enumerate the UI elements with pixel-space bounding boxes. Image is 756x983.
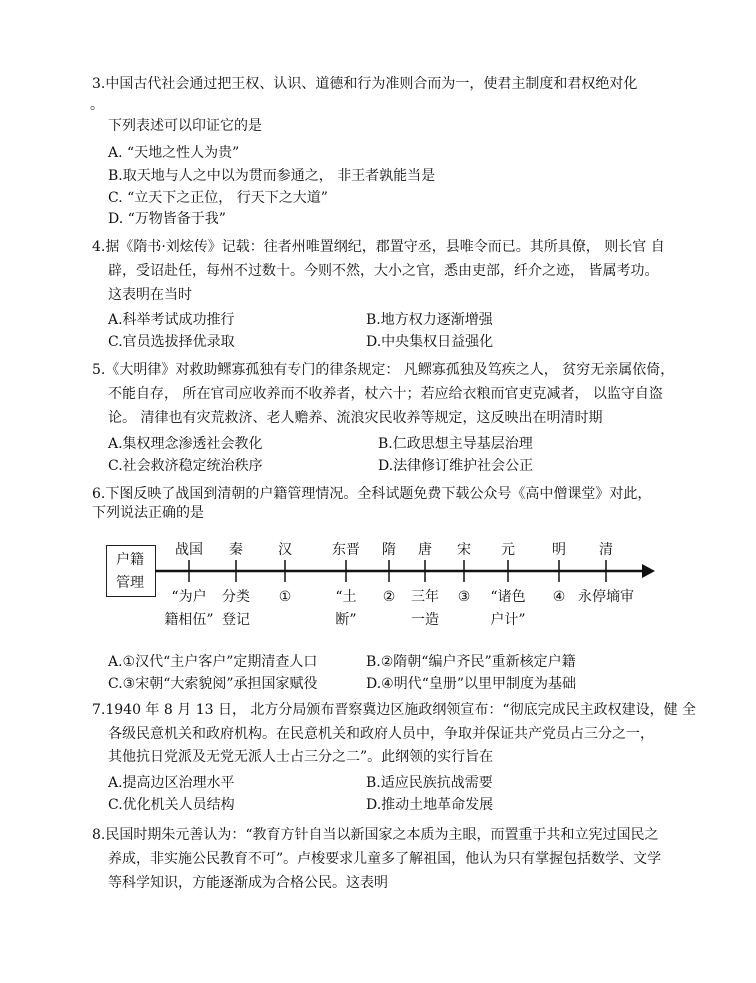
q4-option-a: A.科举考试成功推行 xyxy=(108,312,235,328)
q4-option-d: D.中央集权日益强化 xyxy=(366,334,494,350)
period-tang: 唐 xyxy=(418,542,432,558)
q8-line-1: 8.民国时期朱元善认为：“教育方针自当以新国家之本质为主眼，而置重于共和立宪过国民之 xyxy=(92,827,659,843)
q4-line-2: 辟，受诏赴任，每州不过数十。今则不然，大小之官，悉由吏部，纤介之迹， 皆属考功。 xyxy=(108,263,659,279)
q6-box-label-1: 户籍 xyxy=(116,552,144,568)
note-qin-1: 分类 xyxy=(222,589,250,605)
q6-box-label-2: 管理 xyxy=(116,575,144,591)
q7-line-2: 各级民意机关和政府机构。在民意机关和政府人员中，争取并保证共产党员占三分之一， xyxy=(108,726,654,742)
q6-line-2: 下列说法正确的是 xyxy=(92,505,204,521)
q7-option-a: A.提高边区治理水平 xyxy=(108,775,235,791)
note-qing: 永停墒审 xyxy=(578,589,634,605)
period-yuan: 元 xyxy=(501,542,515,558)
q7-option-c: C.优化机关人员结构 xyxy=(108,797,235,813)
note-zhanguo-1: “为户 xyxy=(171,589,207,605)
q7-option-b: B.适应民族抗战需要 xyxy=(366,775,493,791)
q4-option-c: C.官员选拔择优录取 xyxy=(108,334,235,350)
note-qin-2: 登记 xyxy=(222,612,250,628)
note-dongjin-1: “土 xyxy=(335,589,357,605)
note-tang-1: 三年 xyxy=(411,589,439,605)
note-song: ③ xyxy=(457,589,471,605)
q7-line-1: 7.1940 年 8 月 13 日， 北方分局颁布晋察冀边区施政纲领宣布：“彻底完成民主政权建设，健 全 xyxy=(92,702,697,718)
q5-line-1: 5.《大明律》对救助鳏寡孤独有专门的律条规定： 凡鳏寡孤独及笃疾之人， 贫穷无亲属依倚， xyxy=(92,362,675,378)
period-zhanguo: 战国 xyxy=(175,542,203,558)
period-qing: 清 xyxy=(599,542,613,558)
q6-option-c: C.③宋朝“大索貌阅”承担国家赋役 xyxy=(108,676,318,692)
q3-option-c: C. “立天下之正位， 行天下之大道” xyxy=(108,190,328,206)
note-sui: ② xyxy=(382,589,396,605)
note-ming: ④ xyxy=(552,589,566,605)
q7-line-3: 其他抗日党派及无党无派人士占三分之二”。此纲领的实行旨在 xyxy=(108,749,494,765)
note-tang-2: 一造 xyxy=(411,612,439,628)
q5-option-a: A.集权理念渗透社会教化 xyxy=(108,436,263,452)
period-sui: 隋 xyxy=(382,542,396,558)
q6-timeline-ticks xyxy=(189,560,606,582)
q3-option-a: A. “天地之性人为贵” xyxy=(108,145,240,161)
q6-line-1: 6.下图反映了战国到清朝的户籍管理情况。全科试题免费下载公众号《高中僧课堂》对此， xyxy=(92,486,652,502)
q6-option-b: B.②隋朝“编户齐民”重新核定户籍 xyxy=(366,654,576,670)
q8-line-3: 等科学知识，方能逐渐成为合格公民。这表明 xyxy=(108,875,388,891)
q5-option-d: D.法律修订维护社会公正 xyxy=(378,458,534,474)
q4-option-b: B.地方权力逐渐增强 xyxy=(366,312,493,328)
q6-option-a: A.①汉代“主户客户”定期清查人口 xyxy=(108,654,318,670)
q4-line-3: 这表明在当时 xyxy=(108,287,192,303)
note-yuan-2: 户计” xyxy=(490,612,526,628)
period-dongjin: 东晋 xyxy=(332,542,360,558)
q8-line-2: 养成，非实施公民教育不可”。卢梭要求儿童多了解祖国，他认为只有掌握包括数学、文学 xyxy=(108,851,662,867)
q6-option-d: D.④明代“皇册”以里甲制度为基础 xyxy=(366,676,577,692)
q5-option-b: B.仁政思想主导基层治理 xyxy=(378,436,533,452)
q3-stem: 3.中国古代社会通过把王权、认识、道德和行为准则合而为一，使君主制度和君权绝对化 xyxy=(92,76,638,92)
period-ming: 明 xyxy=(552,542,566,558)
q3-option-d: D. “万物皆备于我” xyxy=(108,211,226,227)
q5-line-2: 不能自存， 所在官司应收养而不收养者，杖六十；若应给衣粮而官吏克减者， 以监守自盗 xyxy=(108,386,663,402)
period-qin: 秦 xyxy=(229,542,243,558)
period-song: 宋 xyxy=(457,542,471,558)
q5-line-3: 论。 清律也有灾荒救济、老人赡养、流浪灾民收养等规定，这反映出在明清时期 xyxy=(108,410,603,426)
note-dongjin-2: 断” xyxy=(335,612,357,628)
q3-stem-tail: 。 xyxy=(90,97,104,113)
q3-prompt: 下列表述可以印证它的是 xyxy=(108,118,262,134)
q6-timeline-box xyxy=(106,545,156,597)
note-yuan-1: “诸色 xyxy=(490,589,526,605)
note-han: ① xyxy=(278,589,292,605)
note-zhanguo-2: 籍相伍” xyxy=(164,612,214,628)
q4-line-1: 4.据《隋书·刘炫传》记载：往者州唯置纲纪，郡置守丞，县唯令而已。其所具僚， 则长官 自 xyxy=(92,239,665,255)
q3-option-b: B.取天地与人之中以为贯而参通之， 非王者孰能当是 xyxy=(108,168,436,184)
period-han: 汉 xyxy=(278,542,292,558)
q7-option-d: D.推动土地革命发展 xyxy=(366,797,494,813)
q5-option-c: C.社会救济稳定统治秩序 xyxy=(108,458,263,474)
